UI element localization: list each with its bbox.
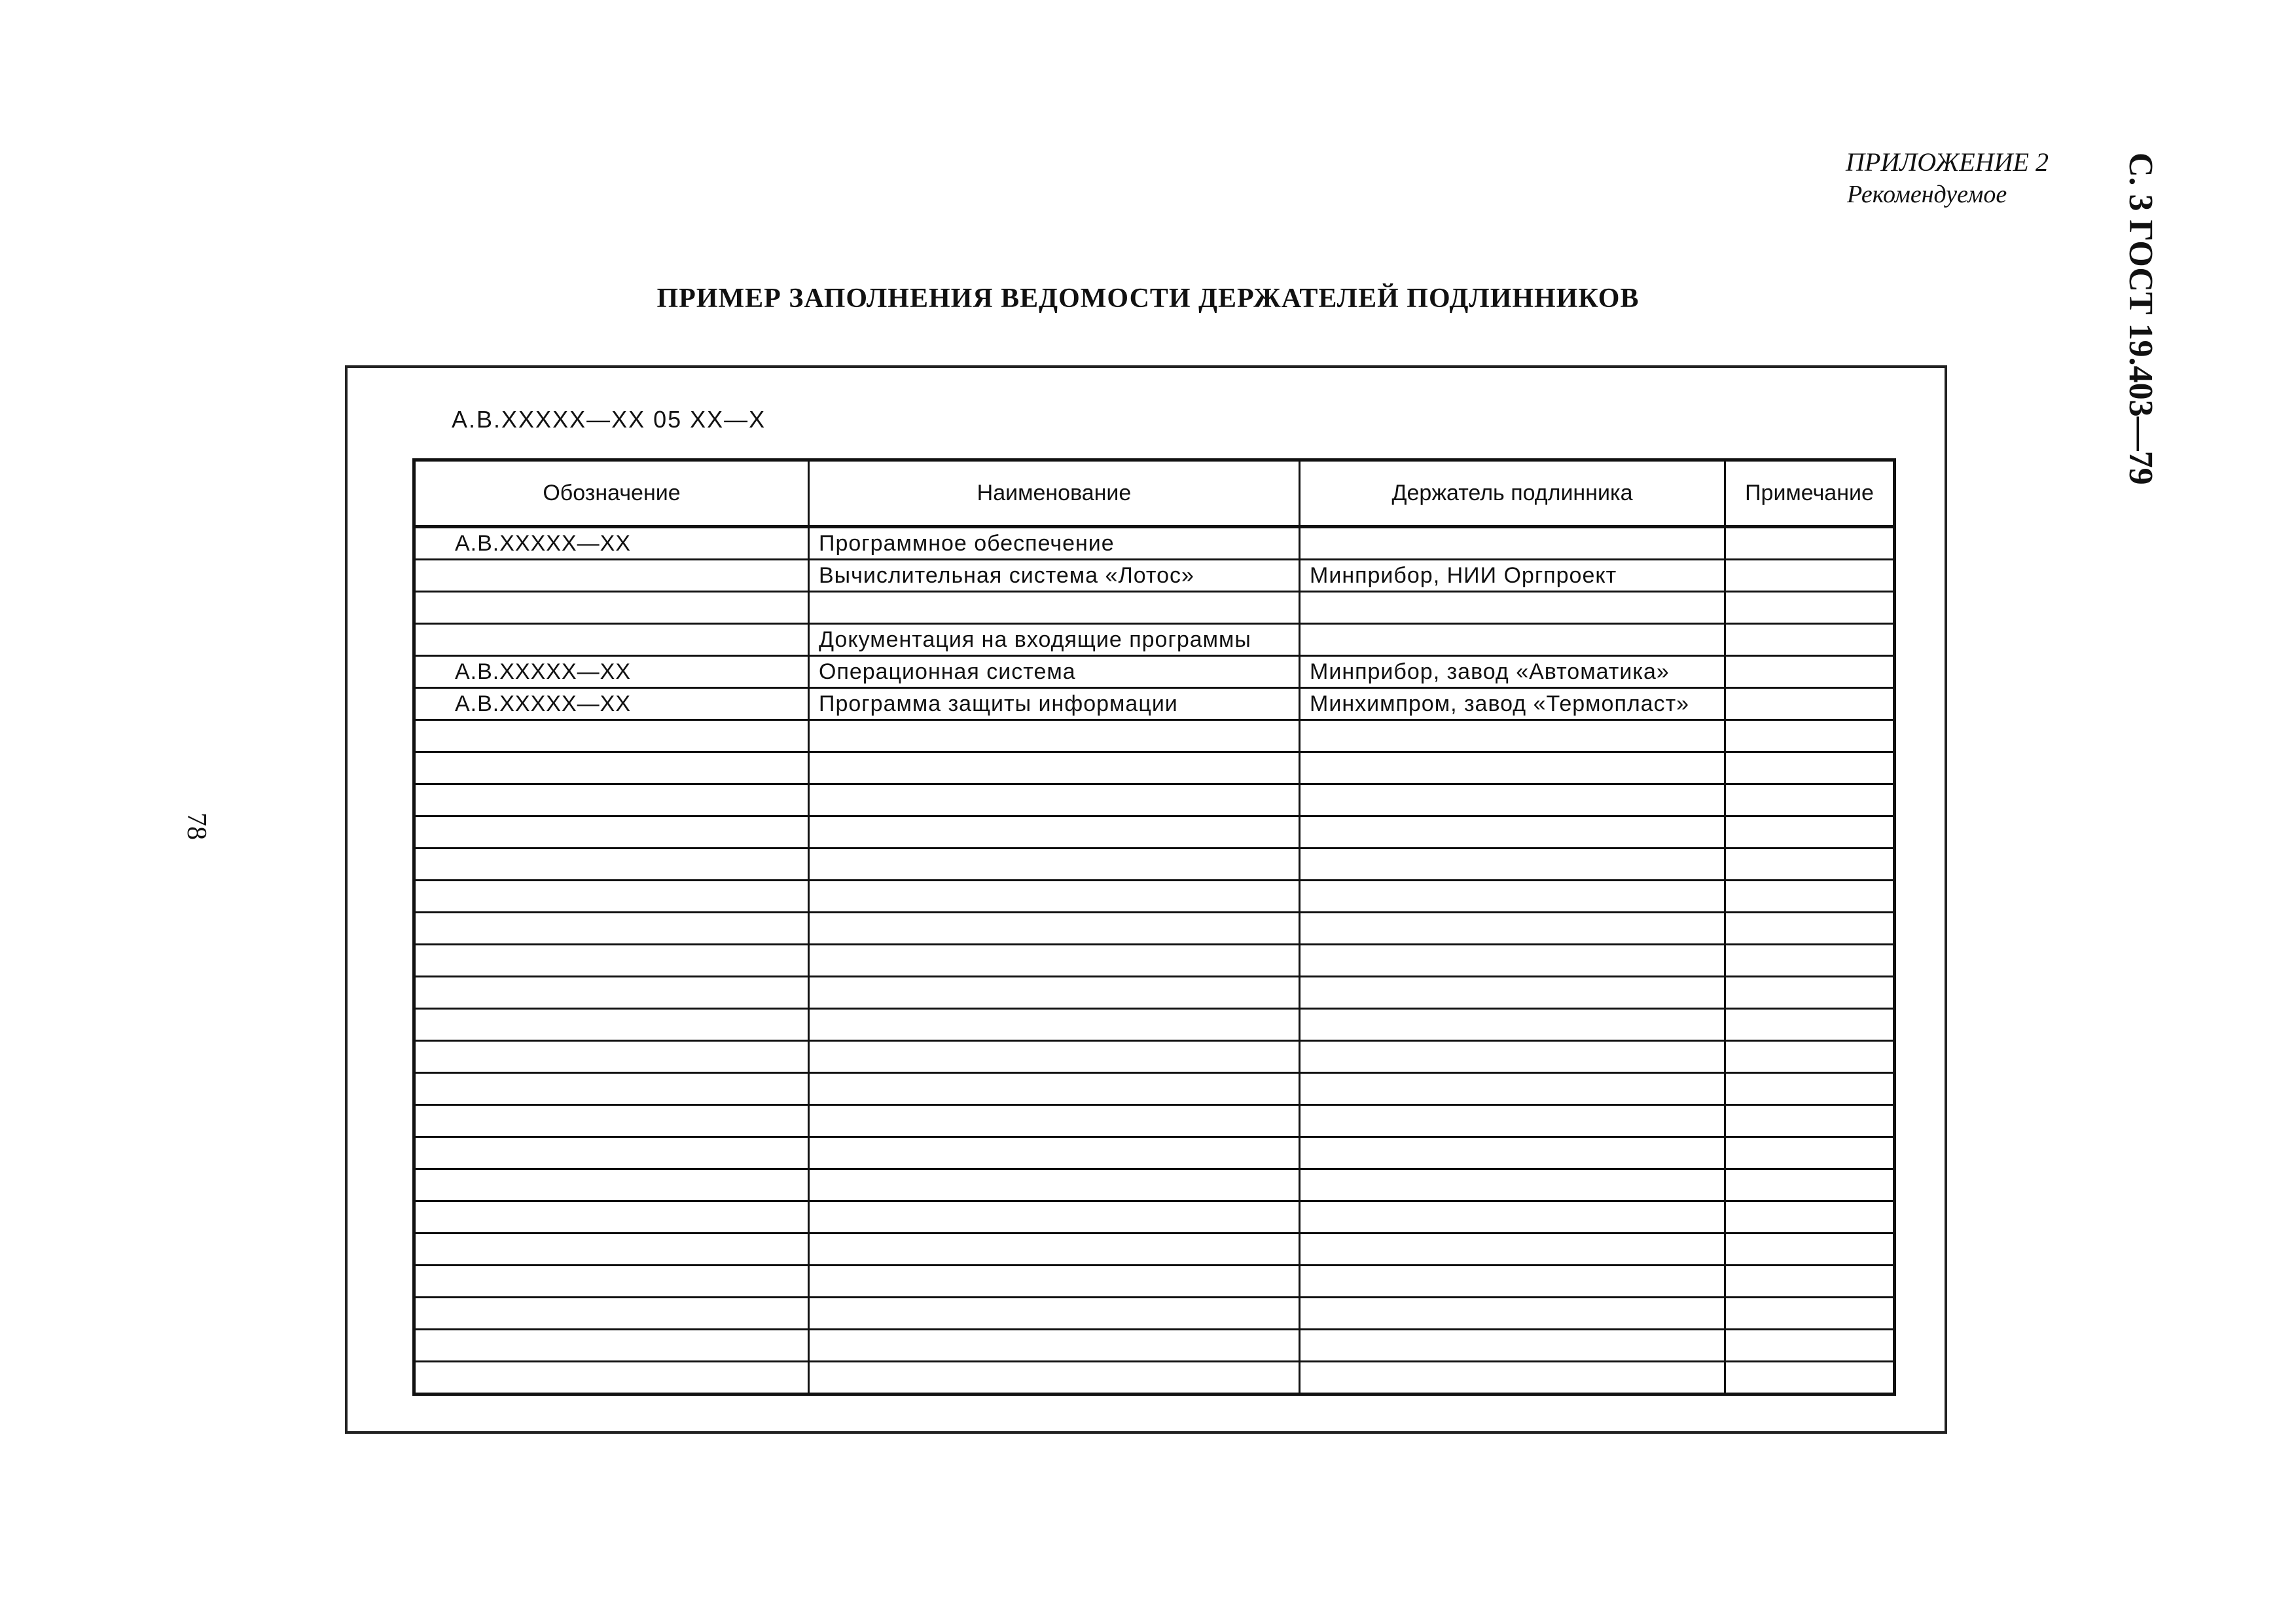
cell-note xyxy=(1725,560,1895,592)
cell-holder xyxy=(1300,1169,1725,1201)
cell-designation xyxy=(414,560,809,592)
cell-designation xyxy=(414,1266,809,1298)
cell-name xyxy=(809,720,1300,752)
cell-note xyxy=(1725,1041,1895,1073)
cell-note xyxy=(1725,1298,1895,1330)
cell-note xyxy=(1725,592,1895,624)
cell-designation xyxy=(414,913,809,945)
table-row xyxy=(414,1362,1895,1395)
table-row xyxy=(414,816,1895,848)
cell-note xyxy=(1725,1201,1895,1233)
cell-name xyxy=(809,1266,1300,1298)
cell-note xyxy=(1725,848,1895,881)
cell-designation xyxy=(414,881,809,913)
cell-designation xyxy=(414,1041,809,1073)
cell-note xyxy=(1725,881,1895,913)
table-row xyxy=(414,881,1895,913)
table-header-row xyxy=(414,460,1895,527)
cell-designation xyxy=(414,784,809,816)
cell-name xyxy=(809,592,1300,624)
appendix-label: ПРИЛОЖЕНИЕ 2 xyxy=(1846,147,2049,177)
cell-name xyxy=(809,784,1300,816)
cell-note xyxy=(1725,752,1895,784)
table-row xyxy=(414,656,1895,688)
cell-note xyxy=(1725,1330,1895,1362)
table-row xyxy=(414,560,1895,592)
cell-designation xyxy=(414,1105,809,1137)
table-row xyxy=(414,720,1895,752)
cell-note xyxy=(1725,527,1895,560)
cell-note xyxy=(1725,1169,1895,1201)
table-row xyxy=(414,1169,1895,1201)
cell-note xyxy=(1725,1266,1895,1298)
cell-designation xyxy=(414,1073,809,1105)
cell-note xyxy=(1725,1233,1895,1266)
cell-name: Документация на входящие программы xyxy=(809,624,1300,656)
cell-name xyxy=(809,1201,1300,1233)
cell-designation xyxy=(414,1233,809,1266)
cell-holder: Минприбор, завод «Автоматика» xyxy=(1300,656,1725,688)
table-row xyxy=(414,1105,1895,1137)
cell-holder xyxy=(1300,1105,1725,1137)
cell-name xyxy=(809,1041,1300,1073)
cell-designation xyxy=(414,752,809,784)
cell-designation xyxy=(414,1298,809,1330)
cell-name xyxy=(809,752,1300,784)
cell-designation xyxy=(414,848,809,881)
cell-note xyxy=(1725,977,1895,1009)
document-code: А.В.ХХХХХ—ХХ 05 ХХ—Х xyxy=(452,406,766,433)
cell-note xyxy=(1725,1137,1895,1169)
table-row xyxy=(414,945,1895,977)
cell-note xyxy=(1725,624,1895,656)
table-row xyxy=(414,688,1895,720)
cell-holder xyxy=(1300,592,1725,624)
table-row xyxy=(414,527,1895,560)
cell-holder xyxy=(1300,1233,1725,1266)
table-row xyxy=(414,1233,1895,1266)
cell-note xyxy=(1725,816,1895,848)
table-row xyxy=(414,752,1895,784)
cell-name: Программа защиты информации xyxy=(809,688,1300,720)
cell-name xyxy=(809,1362,1300,1395)
cell-holder xyxy=(1300,1362,1725,1395)
table-row xyxy=(414,1041,1895,1073)
cell-holder xyxy=(1300,913,1725,945)
cell-name xyxy=(809,816,1300,848)
cell-designation xyxy=(414,720,809,752)
cell-designation xyxy=(414,945,809,977)
cell-note xyxy=(1725,720,1895,752)
cell-holder xyxy=(1300,816,1725,848)
cell-designation xyxy=(414,1201,809,1233)
cell-designation xyxy=(414,1137,809,1169)
table-body xyxy=(414,527,1895,1395)
cell-name: Программное обеспечение xyxy=(809,527,1300,560)
cell-name xyxy=(809,913,1300,945)
table-row xyxy=(414,1009,1895,1041)
cell-note xyxy=(1725,784,1895,816)
table-row xyxy=(414,1298,1895,1330)
table-row xyxy=(414,913,1895,945)
table-row xyxy=(414,1330,1895,1362)
header-holder: Держатель подлинника xyxy=(1300,460,1725,527)
cell-name xyxy=(809,1298,1300,1330)
cell-note xyxy=(1725,656,1895,688)
cell-designation xyxy=(414,1330,809,1362)
cell-holder xyxy=(1300,945,1725,977)
cell-holder: Минхимпром, завод «Термопласт» xyxy=(1300,688,1725,720)
cell-holder xyxy=(1300,752,1725,784)
cell-holder xyxy=(1300,1073,1725,1105)
cell-designation: А.В.ХХХХХ—ХХ xyxy=(414,656,809,688)
cell-name xyxy=(809,1169,1300,1201)
cell-holder xyxy=(1300,720,1725,752)
table-row xyxy=(414,1137,1895,1169)
cell-designation xyxy=(414,816,809,848)
cell-holder xyxy=(1300,624,1725,656)
cell-note xyxy=(1725,688,1895,720)
cell-designation xyxy=(414,1009,809,1041)
cell-name xyxy=(809,1330,1300,1362)
table-row xyxy=(414,1201,1895,1233)
cell-name: Операционная система xyxy=(809,656,1300,688)
table-row xyxy=(414,624,1895,656)
cell-holder xyxy=(1300,1201,1725,1233)
cell-holder xyxy=(1300,848,1725,881)
cell-note xyxy=(1725,913,1895,945)
cell-name xyxy=(809,1233,1300,1266)
cell-holder xyxy=(1300,1009,1725,1041)
header-name: Наименование xyxy=(809,460,1300,527)
cell-name xyxy=(809,1137,1300,1169)
cell-note xyxy=(1725,1105,1895,1137)
page-number: 78 xyxy=(181,812,211,840)
cell-holder xyxy=(1300,977,1725,1009)
table-row xyxy=(414,977,1895,1009)
standard-page-id: С. 3 ГОСТ 19.403—79 xyxy=(2122,153,2159,485)
holders-table xyxy=(412,458,1896,1396)
cell-designation xyxy=(414,624,809,656)
cell-designation: А.В.ХХХХХ—ХХ xyxy=(414,688,809,720)
table-row xyxy=(414,848,1895,881)
cell-designation xyxy=(414,592,809,624)
cell-note xyxy=(1725,945,1895,977)
cell-name xyxy=(809,1073,1300,1105)
cell-note xyxy=(1725,1073,1895,1105)
page-title: ПРИМЕР ЗАПОЛНЕНИЯ ВЕДОМОСТИ ДЕРЖАТЕЛЕЙ ПОДЛИННИКОВ xyxy=(656,283,1640,314)
cell-holder xyxy=(1300,881,1725,913)
cell-designation xyxy=(414,977,809,1009)
table-row xyxy=(414,1073,1895,1105)
cell-holder xyxy=(1300,1266,1725,1298)
table-row xyxy=(414,592,1895,624)
cell-name xyxy=(809,848,1300,881)
cell-name: Вычислительная система «Лотос» xyxy=(809,560,1300,592)
cell-holder xyxy=(1300,784,1725,816)
cell-name xyxy=(809,945,1300,977)
cell-designation xyxy=(414,1169,809,1201)
cell-name xyxy=(809,881,1300,913)
header-note: Примечание xyxy=(1725,460,1895,527)
cell-holder xyxy=(1300,1298,1725,1330)
cell-holder: Минприбор, НИИ Оргпроект xyxy=(1300,560,1725,592)
cell-note xyxy=(1725,1362,1895,1395)
cell-designation xyxy=(414,1362,809,1395)
header-designation: Обозначение xyxy=(414,460,809,527)
cell-note xyxy=(1725,1009,1895,1041)
cell-name xyxy=(809,977,1300,1009)
table-row xyxy=(414,1266,1895,1298)
recommended-label: Рекомендуемое xyxy=(1847,181,2007,208)
cell-designation: А.В.ХХХХХ—ХХ xyxy=(414,527,809,560)
cell-name xyxy=(809,1009,1300,1041)
cell-holder xyxy=(1300,1137,1725,1169)
cell-holder xyxy=(1300,1041,1725,1073)
table-row xyxy=(414,784,1895,816)
cell-name xyxy=(809,1105,1300,1137)
cell-holder xyxy=(1300,527,1725,560)
cell-holder xyxy=(1300,1330,1725,1362)
